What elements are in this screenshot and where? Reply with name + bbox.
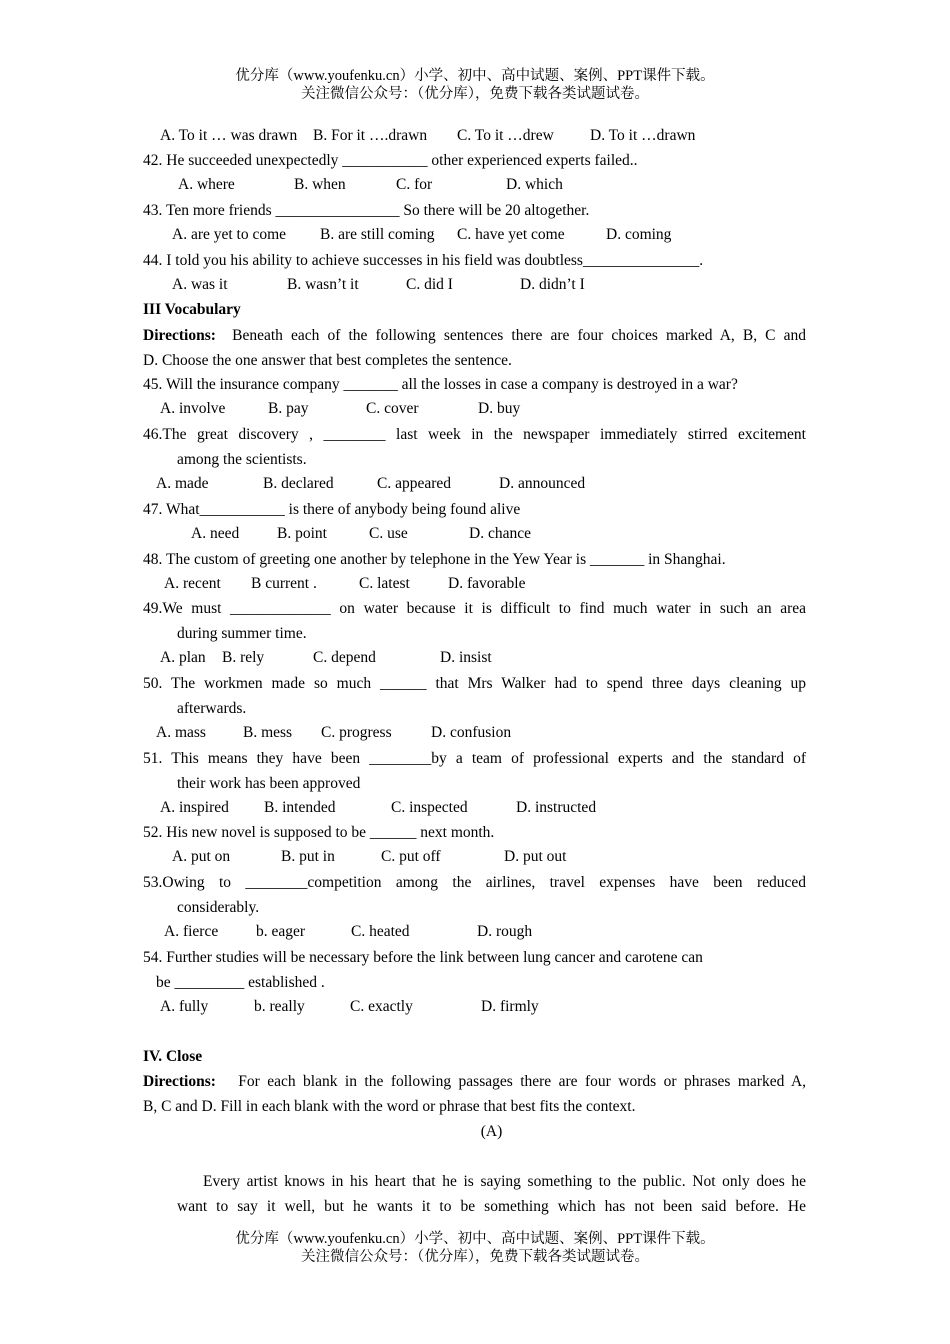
- q49-stem-line-1: 49.We must _____________ on water because it is difficult to find much water in such an area: [143, 600, 806, 617]
- q49-option-b: B. rely: [222, 649, 265, 666]
- q52-option-c: C. put off: [381, 848, 441, 865]
- q45-option-c: C. cover: [366, 400, 419, 417]
- q51-stem-line-2: their work has been approved: [177, 775, 361, 792]
- q50-stem-line-1: 50. The workmen made so much ______ that Mrs Walker had to spend three days cleaning up: [143, 675, 806, 692]
- q47-option-b: B. point: [277, 525, 327, 542]
- q48-stem: 48. The custom of greeting one another by telephone in the Yew Year is _______ in Shanghai.: [143, 551, 726, 568]
- q43-option-a: A. are yet to come: [172, 226, 287, 243]
- section-3-directions-line-2: D. Choose the one answer that best completes the sentence.: [143, 352, 512, 369]
- section-4-title-text: IV. Close: [143, 1048, 203, 1065]
- section-4-title: [143, 1047, 202, 1067]
- section-3-directions-text: Beneath each of the following sentences there are four choices marked A, B, C and: [232, 327, 806, 344]
- q45-option-d: D. buy: [478, 400, 521, 417]
- q48-option-c: C. latest: [359, 575, 410, 592]
- q53-stem-line-2: considerably.: [177, 899, 260, 916]
- header-line-2: 关注微信公众号：（优分库），免费下载各类试题试卷。: [301, 86, 649, 102]
- q43-option-b: B. are still coming: [320, 226, 435, 243]
- section-3-directions-line-1: [143, 326, 806, 346]
- q52-option-d: D. put out: [504, 848, 567, 865]
- q44-option-a: A. was it: [172, 276, 228, 293]
- passage-line-2: want to say it well, but he wants it to be something which has not been said before. He: [177, 1198, 806, 1215]
- q53-option-a: A. fierce: [164, 923, 219, 940]
- q46-option-b: B. declared: [263, 475, 334, 492]
- q48-option-b: B current .: [251, 575, 317, 592]
- header-line-1: 优分库（www.youfenku.cn）小学、初中、高中试题、案例、PPT课件下载。: [235, 68, 715, 84]
- q41-option-a: A. To it … was drawn: [160, 127, 298, 144]
- q54-stem-line-1: 54. Further studies will be necessary before the link between lung cancer and carotene can: [143, 949, 703, 966]
- q42-option-d: D. which: [506, 176, 563, 193]
- q42-stem: 42. He succeeded unexpectedly ___________ other experienced experts failed..: [143, 152, 638, 169]
- q54-stem-line-2: be _________ established .: [156, 974, 325, 991]
- q51-option-a: A. inspired: [160, 799, 229, 816]
- q46-option-d: D. announced: [499, 475, 586, 492]
- section-4-directions-text: For each blank in the following passages there are four words or phrases marked A,: [238, 1073, 807, 1090]
- q50-option-a: A. mass: [156, 724, 206, 741]
- q48-option-a: A. recent: [164, 575, 221, 592]
- page-header: [0, 67, 950, 103]
- q45-option-b: B. pay: [268, 400, 309, 417]
- q41-option-c: C. To it …drew: [457, 127, 554, 144]
- q44-option-c: C. did I: [406, 276, 453, 293]
- q52-option-b: B. put in: [281, 848, 335, 865]
- q47-option-a: A. need: [191, 525, 240, 542]
- q46-stem-line-1: 46.The great discovery , ________ last week in the newspaper immediately stirred excitement: [143, 426, 806, 443]
- q54-option-d: D. firmly: [481, 998, 539, 1015]
- q46-option-a: A. made: [156, 475, 209, 492]
- q42-option-a: A. where: [178, 176, 235, 193]
- q45-stem: 45. Will the insurance company _______ all the losses in case a company is destroyed in a war?: [143, 376, 738, 393]
- q51-option-b: B. intended: [264, 799, 336, 816]
- q52-stem: 52. His new novel is supposed to be ______ next month.: [143, 824, 495, 841]
- q50-option-d: D. confusion: [431, 724, 512, 741]
- q42-option-c: C. for: [396, 176, 433, 193]
- section-3-title: [143, 300, 241, 320]
- q51-option-c: C. inspected: [391, 799, 468, 816]
- q48-option-d: D. favorable: [448, 575, 526, 592]
- q44-option-b: B. wasn’t it: [287, 276, 359, 293]
- section-4-directions-label: Directions:: [143, 1073, 216, 1090]
- q41-option-d: D. To it …drawn: [590, 127, 696, 144]
- passage-line-1: Every artist knows in his heart that he is saying something to the public. Not only does he: [203, 1173, 806, 1190]
- q51-option-d: D. instructed: [516, 799, 597, 816]
- q45-option-a: A. involve: [160, 400, 226, 417]
- footer-line-2: 关注微信公众号：（优分库），免费下载各类试题试卷。: [301, 1249, 649, 1265]
- q49-option-c: C. depend: [313, 649, 376, 666]
- q42-option-b: B. when: [294, 176, 346, 193]
- footer-line-1: 优分库（www.youfenku.cn）小学、初中、高中试题、案例、PPT课件下载。: [235, 1231, 715, 1247]
- q47-stem: 47. What___________ is there of anybody being found alive: [143, 501, 521, 518]
- q49-option-a: A. plan: [160, 649, 206, 666]
- q50-option-b: B. mess: [243, 724, 293, 741]
- q53-option-b: b. eager: [256, 923, 306, 940]
- q47-option-d: D. chance: [469, 525, 531, 542]
- q46-option-c: C. appeared: [377, 475, 452, 492]
- q43-option-d: D. coming: [606, 226, 672, 243]
- q46-stem-line-2: among the scientists.: [177, 451, 307, 468]
- q53-option-d: D. rough: [477, 923, 533, 940]
- q49-option-d: D. insist: [440, 649, 492, 666]
- q53-stem-line-1: 53.Owing to ________competition among the airlines, travel expenses have been reduced: [143, 874, 806, 891]
- section-4-directions-line-1: [143, 1072, 806, 1092]
- section-3-title-text: III Vocabulary: [143, 301, 241, 318]
- passage-label: (A): [480, 1123, 503, 1140]
- q41-option-b: B. For it ….drawn: [313, 127, 428, 144]
- q50-option-c: C. progress: [321, 724, 392, 741]
- q47-option-c: C. use: [369, 525, 408, 542]
- page-footer: [0, 1230, 950, 1266]
- q54-option-c: C. exactly: [350, 998, 413, 1015]
- q52-option-a: A. put on: [172, 848, 231, 865]
- section-3-directions-label: Directions:: [143, 327, 216, 344]
- q44-option-d: D. didn’t I: [520, 276, 585, 293]
- q51-stem-line-1: 51. This means they have been ________by a team of professional experts and the standard of: [143, 750, 806, 767]
- q54-option-b: b. really: [254, 998, 305, 1015]
- q44-stem: 44. I told you his ability to achieve successes in his field was doubtless_______________.: [143, 252, 704, 269]
- q54-option-a: A. fully: [160, 998, 209, 1015]
- q50-stem-line-2: afterwards.: [177, 700, 247, 717]
- section-4-directions-line-2: B, C and D. Fill in each blank with the word or phrase that best fits the context.: [143, 1098, 636, 1115]
- q43-option-c: C. have yet come: [457, 226, 565, 243]
- q43-stem: 43. Ten more friends ________________ So there will be 20 altogether.: [143, 202, 590, 219]
- q49-stem-line-2: during summer time.: [177, 625, 307, 642]
- q53-option-c: C. heated: [351, 923, 410, 940]
